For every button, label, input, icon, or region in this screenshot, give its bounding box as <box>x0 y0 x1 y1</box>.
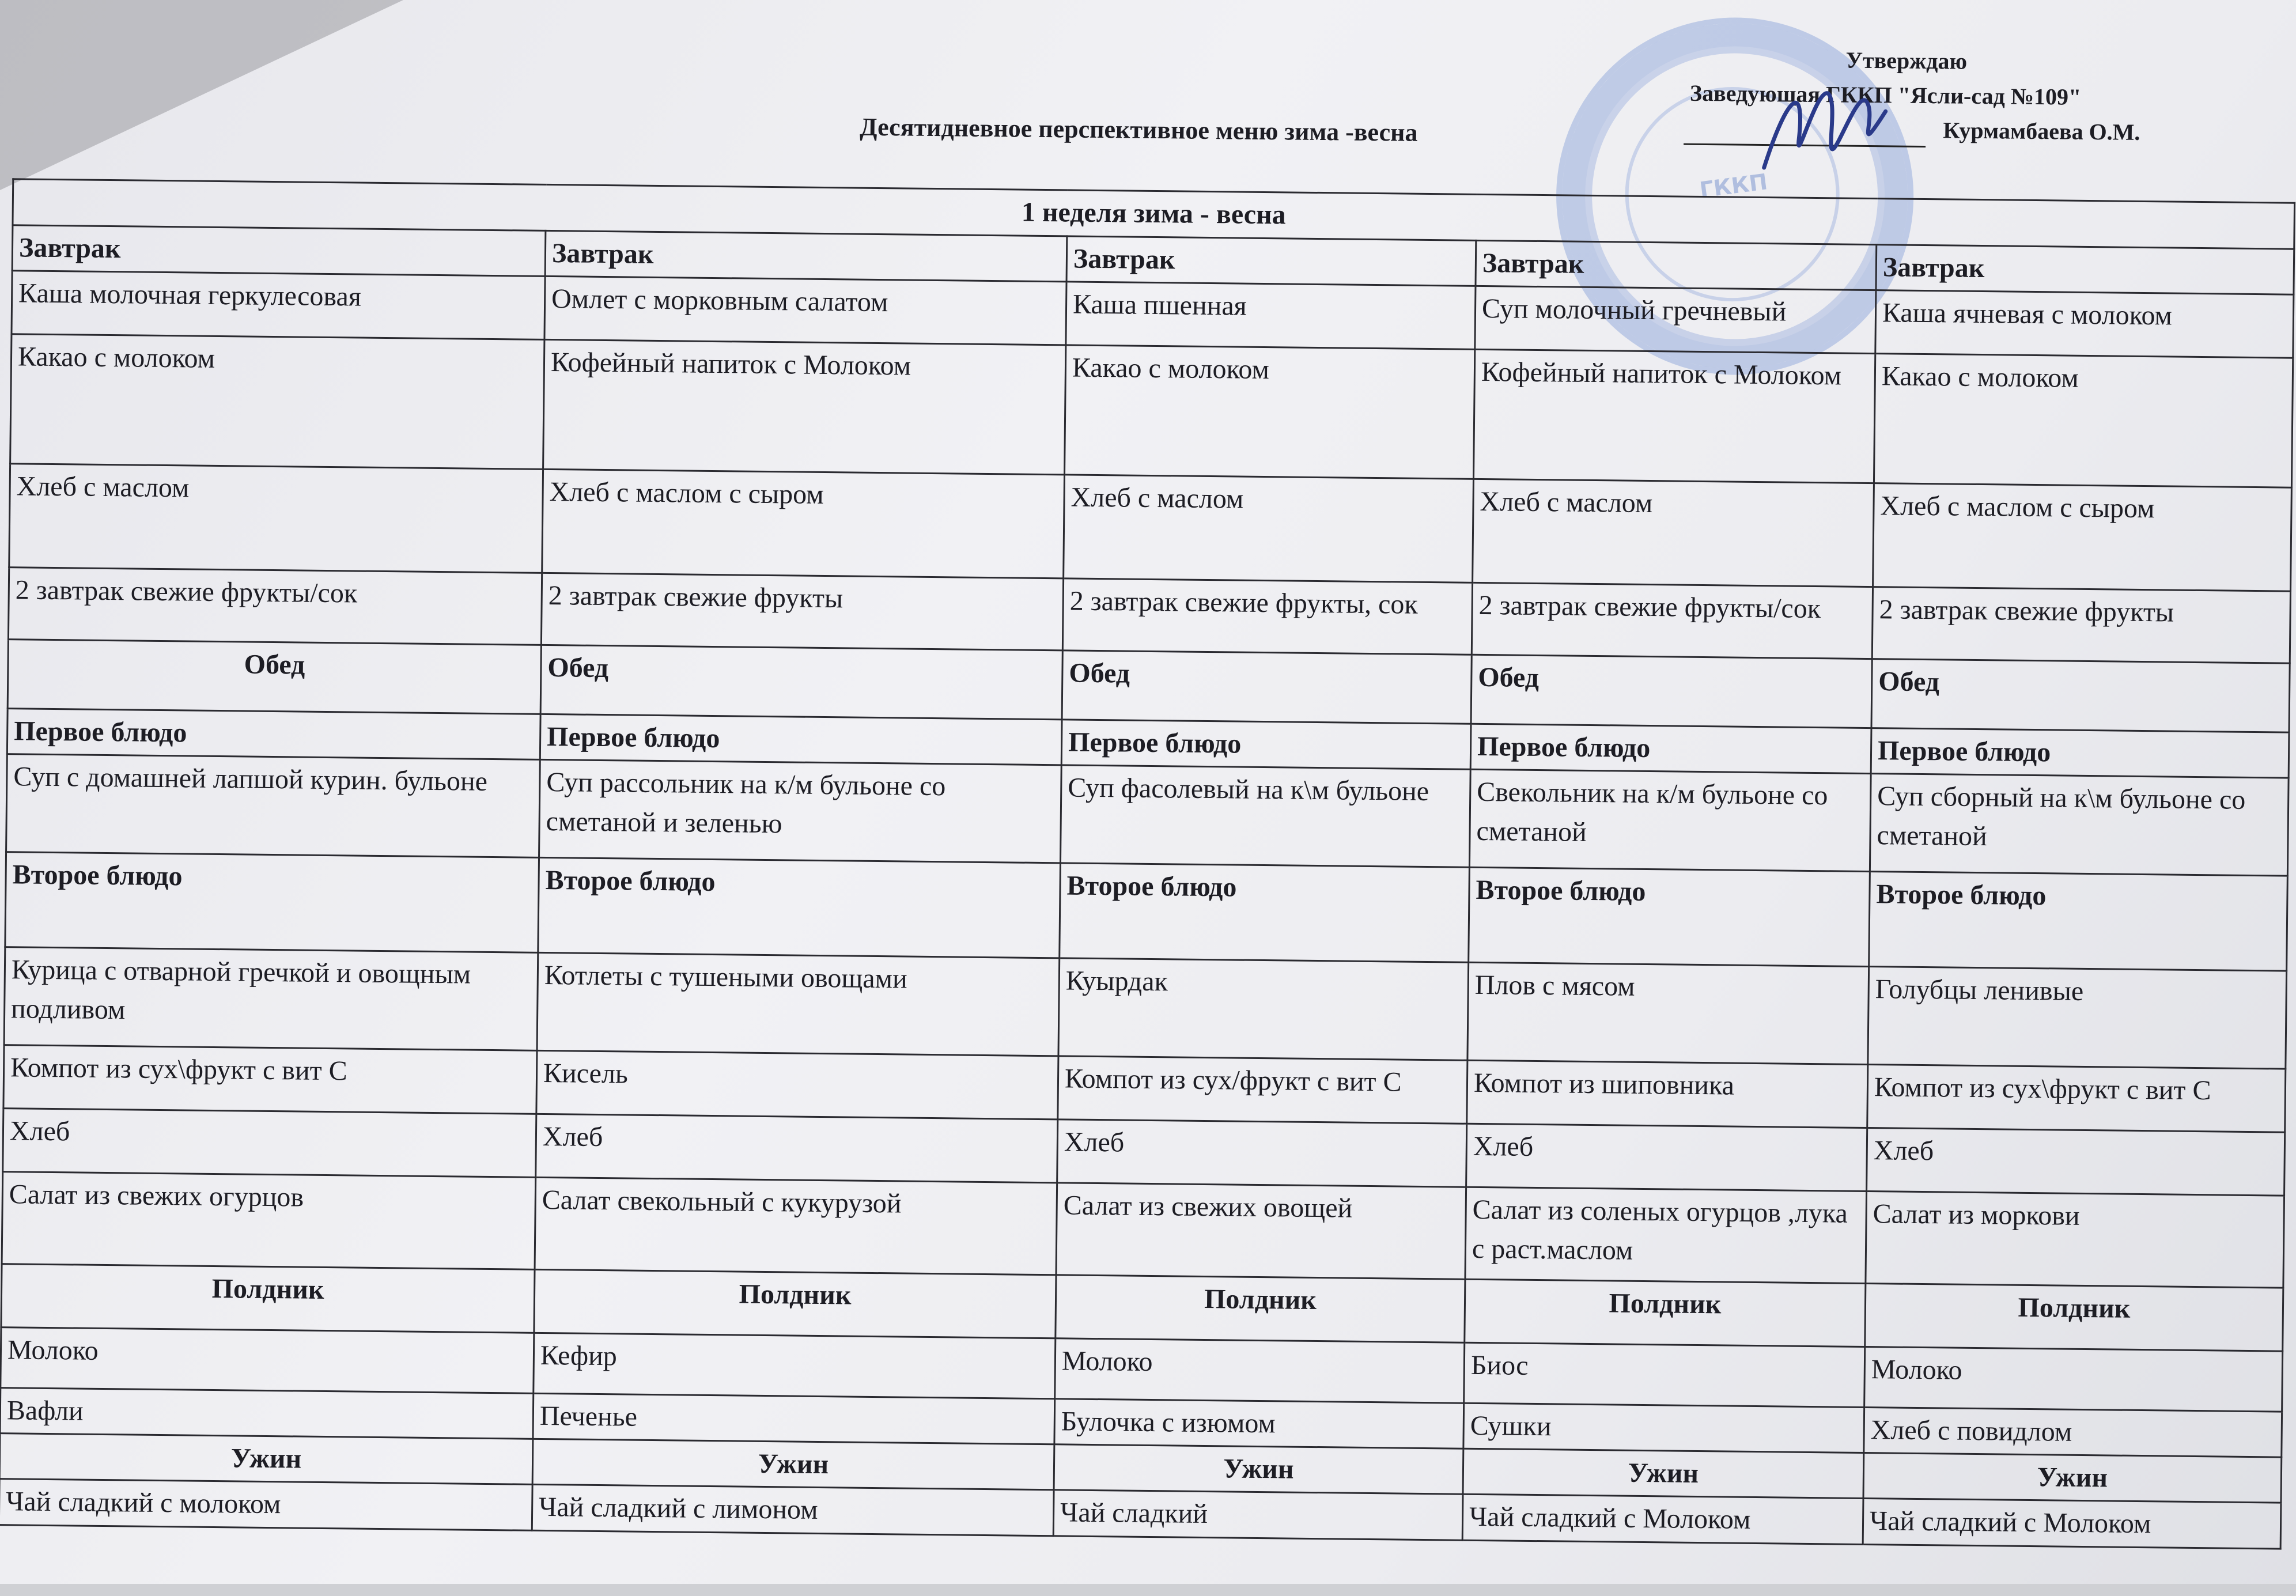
table-cell: Омлет с морковным салатом <box>544 276 1066 345</box>
table-cell: Ужин <box>1463 1448 1864 1498</box>
table-cell: Первое блюдо <box>1871 728 2289 778</box>
approval-line2: Заведующая ГККП "Ясли-сад №109" <box>1689 80 2082 110</box>
signature-scribble <box>1752 70 1903 187</box>
menu-table <box>0 178 2295 1549</box>
table-cell: Хлеб <box>536 1114 1058 1182</box>
table-cell: Компот из сух/фрукт с вит С <box>1058 1056 1467 1124</box>
table-cell: Ужин <box>1863 1453 2282 1503</box>
table-cell: Компот из сух\фрукт с вит С <box>1867 1065 2286 1133</box>
header-cell: Завтрак <box>12 225 546 277</box>
table-cell: Полдник <box>1056 1275 1465 1342</box>
table-cell: Какао с молоком <box>10 334 544 470</box>
table-cell: 2 завтрак свежие фрукты/сок <box>1472 583 1873 659</box>
table-cell: Первое блюдо <box>1061 720 1471 769</box>
table-cell: Каша молочная геркулесовая <box>12 271 545 340</box>
table-cell: Обед <box>1062 650 1472 724</box>
table-cell: Чай сладкий с Молоком <box>1863 1498 2281 1549</box>
header-cell: Завтрак <box>545 230 1067 281</box>
stamp-text: ГККП <box>1698 169 1769 203</box>
table-cell: Второе блюдо <box>1869 872 2288 971</box>
approval-line1: Утверждаю <box>1845 47 1968 74</box>
table-cell: Печенье <box>533 1393 1055 1444</box>
table-cell: Чай сладкий с лимоном <box>532 1484 1054 1536</box>
table-cell: Компот из сух\фрукт с вит С <box>3 1045 537 1114</box>
table-cell: Первое блюдо <box>7 709 540 760</box>
table-cell: Хлеб с маслом <box>9 464 543 573</box>
table-cell: Компот из шиповника <box>1467 1060 1868 1128</box>
table-cell: Вафли <box>0 1388 534 1439</box>
table-cell: Полдник <box>534 1269 1056 1338</box>
table-cell: Голубцы ленивые <box>1868 967 2287 1069</box>
table-cell: Свекольник на к/м бульоне со сметаной <box>1469 769 1871 871</box>
table-cell: 2 завтрак свежие фрукты/сок <box>8 568 542 645</box>
table-row <box>10 334 2293 487</box>
header-cell: Завтрак <box>1066 236 1476 286</box>
table-cell: Первое блюдо <box>1470 724 1871 773</box>
table-cell: Полдник <box>1 1264 535 1333</box>
table-cell: Обед <box>540 645 1062 719</box>
table-cell: Ужин <box>1054 1444 1463 1494</box>
table-cell: Какао с молоком <box>1065 345 1475 479</box>
table-cell: Ужин <box>532 1439 1054 1489</box>
table-cell: Хлеб с маслом с сыром <box>542 469 1065 578</box>
header-cell: Завтрак <box>1476 240 1877 290</box>
table-cell: Обед <box>1471 655 1872 728</box>
table-cell: Второе блюдо <box>1060 863 1470 962</box>
table-cell: Хлеб <box>1466 1124 1867 1191</box>
table-cell: Обед <box>7 640 541 714</box>
table-cell: Чай сладкий с Молоком <box>1462 1494 1863 1544</box>
table-cell: Хлеб с маслом <box>1473 479 1874 587</box>
table-cell: Второе блюдо <box>1469 867 1870 966</box>
table-cell: Хлеб с маслом с сыром <box>1873 483 2292 592</box>
table-cell: Кофейный напиток с Молоком <box>1473 349 1875 483</box>
table-cell: Салат из свежих овощей <box>1056 1183 1466 1279</box>
table-cell: Булочка с изюмом <box>1054 1399 1464 1448</box>
table-cell: Полдник <box>1865 1284 2283 1352</box>
table-cell: Плов с мясом <box>1467 962 1869 1064</box>
table-cell: Хлеб <box>3 1109 536 1178</box>
table-cell: Суп с домашней лапшой курин. бульоне <box>6 754 540 858</box>
table-cell: Обед <box>1871 659 2290 733</box>
menu-body <box>0 271 2294 1549</box>
table-cell: Хлеб <box>1867 1128 2285 1196</box>
table-cell: Кефир <box>534 1333 1056 1398</box>
table-cell: Кофейный напиток с Молоком <box>543 339 1066 474</box>
table-cell: Первое блюдо <box>540 714 1062 765</box>
table-cell: Молоко <box>1055 1338 1465 1403</box>
table-cell: Салат из свежих огурцов <box>2 1172 536 1270</box>
table-cell: Куырдак <box>1058 958 1469 1060</box>
table-cell: Каша пшенная <box>1066 282 1476 349</box>
table-cell: Салат свекольный с кукурузой <box>535 1177 1057 1274</box>
table-cell: Чай сладкий с молоком <box>0 1479 532 1531</box>
table-cell: Суп фасолевый на к\м бульоне <box>1060 765 1470 867</box>
table-cell: Салат из соленых огурцов ,лука с раст.маслом <box>1465 1187 1867 1283</box>
table-cell: Хлеб с повидлом <box>1864 1407 2282 1457</box>
table-cell: 2 завтрак свежие фрукты <box>1872 587 2290 664</box>
table-cell: Чай сладкий <box>1053 1490 1463 1540</box>
table-cell: Молоко <box>1864 1347 2283 1412</box>
table-cell: Полдник <box>1465 1279 1866 1347</box>
week-title: 1 неделя зима - весна <box>13 179 2295 249</box>
table-cell: Котлеты с тушеными овощами <box>537 952 1060 1056</box>
table-cell: Второе блюдо <box>538 857 1061 958</box>
table-cell: Суп рассольник на к/м бульоне со сметаной и зеленью <box>539 759 1062 863</box>
table-cell: Биос <box>1464 1342 1865 1407</box>
table-cell: Кисель <box>536 1050 1058 1119</box>
approval-name: Курмамбаева О.М. <box>1943 117 2140 145</box>
table-cell: Ужин <box>0 1434 533 1485</box>
table-cell: Суп сборный на к\м бульоне со сметаной <box>1870 774 2289 876</box>
table-cell: Курица с отварной гречкой и овощным подливом <box>4 947 538 1051</box>
header-cell: Завтрак <box>1876 245 2294 295</box>
table-cell: Хлеб <box>1057 1120 1467 1187</box>
table-cell: 2 завтрак свежие фрукты <box>541 573 1063 650</box>
document-title: Десятидневное перспективное меню зима -весна <box>860 112 1418 147</box>
table-cell: Молоко <box>1 1328 534 1394</box>
table-cell: Суп молочный гречневый <box>1475 286 1876 353</box>
table-cell: Каша ячневая с молоком <box>1875 290 2294 358</box>
table-cell: Хлеб с маслом <box>1064 475 1474 583</box>
table-cell: Салат из моркови <box>1866 1192 2284 1288</box>
table-cell: Сушки <box>1463 1403 1864 1453</box>
table-cell: Второе блюдо <box>5 852 539 953</box>
table-cell: Какао с молоком <box>1874 354 2293 488</box>
table-cell: 2 завтрак свежие фрукты, сок <box>1062 578 1472 655</box>
